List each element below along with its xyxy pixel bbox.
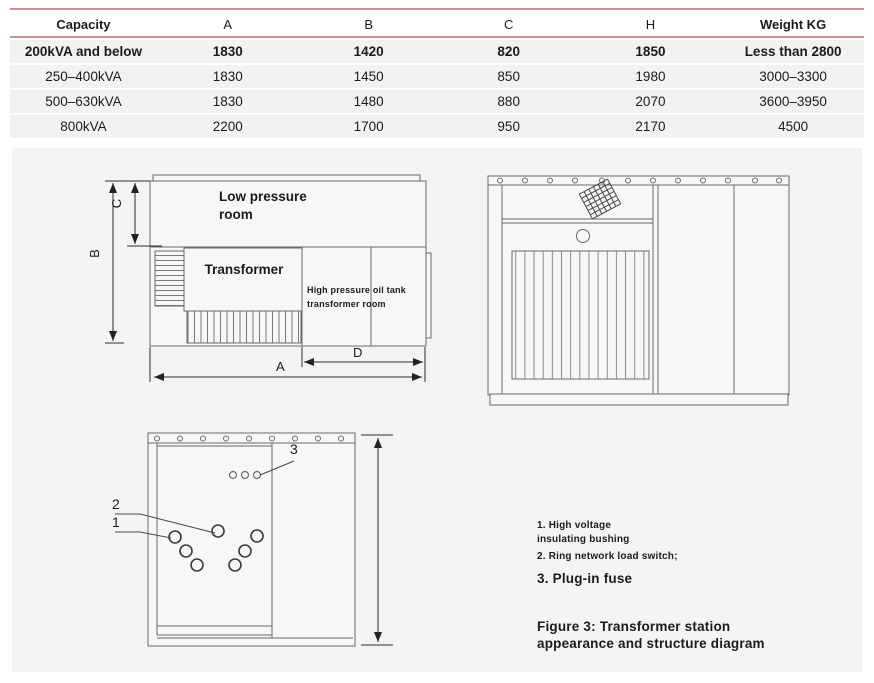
note-3: 3. Plug-in fuse xyxy=(537,570,633,586)
column-header: C xyxy=(439,12,579,38)
dim-label-d: D xyxy=(353,345,363,360)
table-cell: 800kVA xyxy=(10,115,157,138)
table-cell: 850 xyxy=(439,65,579,88)
table-cell: 1980 xyxy=(579,65,722,88)
figure-caption: Figure 3: Transformer station appearance and structure diagram xyxy=(537,619,765,651)
rear-height-dimension xyxy=(361,435,393,645)
table-cell: 1700 xyxy=(299,115,439,138)
table-cell: 1480 xyxy=(299,90,439,113)
dim-label-a: A xyxy=(276,359,285,374)
table-cell: 3600–3950 xyxy=(722,90,864,113)
callout-1: 1 xyxy=(112,514,120,530)
low-pressure-room-label: Low pressure room xyxy=(219,189,307,222)
spec-table xyxy=(10,8,864,140)
high-pressure-room-label: High pressure oil tank transformer room xyxy=(307,285,406,309)
callout-2: 2 xyxy=(112,496,120,512)
column-header: Weight KG xyxy=(722,12,864,38)
figure-card xyxy=(12,148,862,672)
callout-3: 3 xyxy=(290,441,298,457)
table-header-row xyxy=(10,12,864,38)
table-cell: 880 xyxy=(439,90,579,113)
table-row xyxy=(10,115,864,138)
table-cell: 2070 xyxy=(579,90,722,113)
plan-right-tab xyxy=(426,253,431,338)
table-cell: 1450 xyxy=(299,65,439,88)
table-cell: 1830 xyxy=(157,90,299,113)
table-cell: 820 xyxy=(439,40,579,63)
rear-view-drawing xyxy=(115,433,355,646)
legend-notes xyxy=(537,519,678,586)
column-header: H xyxy=(579,12,722,38)
diagram-linework xyxy=(12,148,862,672)
table-row xyxy=(10,90,864,113)
table-cell: 500–630kVA xyxy=(10,90,157,113)
note-1: 1. High voltage insulating bushing xyxy=(537,520,630,545)
table-body xyxy=(10,40,864,138)
column-header: B xyxy=(299,12,439,38)
column-header: Capacity xyxy=(10,12,157,38)
note-2: 2. Ring network load switch; xyxy=(537,551,678,562)
louver-grille xyxy=(512,251,649,379)
table-cell: 2200 xyxy=(157,115,299,138)
dim-label-c: C xyxy=(109,198,125,209)
table-cell: 1830 xyxy=(157,65,299,88)
dim-label-b: B xyxy=(86,249,102,258)
plan-transformer-box xyxy=(184,248,302,311)
table-row xyxy=(10,65,864,88)
transformer-label: Transformer xyxy=(204,262,284,277)
table-cell: 2170 xyxy=(579,115,722,138)
elevation-base xyxy=(490,394,788,405)
table-cell: 3000–3300 xyxy=(722,65,864,88)
table-cell: 950 xyxy=(439,115,579,138)
table-cell: 200kVA and below xyxy=(10,40,157,63)
table-cell: 4500 xyxy=(722,115,864,138)
table-row xyxy=(10,40,864,63)
table-cell: 1850 xyxy=(579,40,722,63)
plan-bottom-vent-hatch xyxy=(187,311,301,343)
table-cell: 250–400kVA xyxy=(10,65,157,88)
plan-left-vent-hatch xyxy=(155,251,185,306)
front-elevation-drawing xyxy=(488,176,789,405)
table-cell: 1420 xyxy=(299,40,439,63)
column-header: A xyxy=(157,12,299,38)
table-cell: 1830 xyxy=(157,40,299,63)
table-cell: Less than 2800 xyxy=(722,40,864,63)
